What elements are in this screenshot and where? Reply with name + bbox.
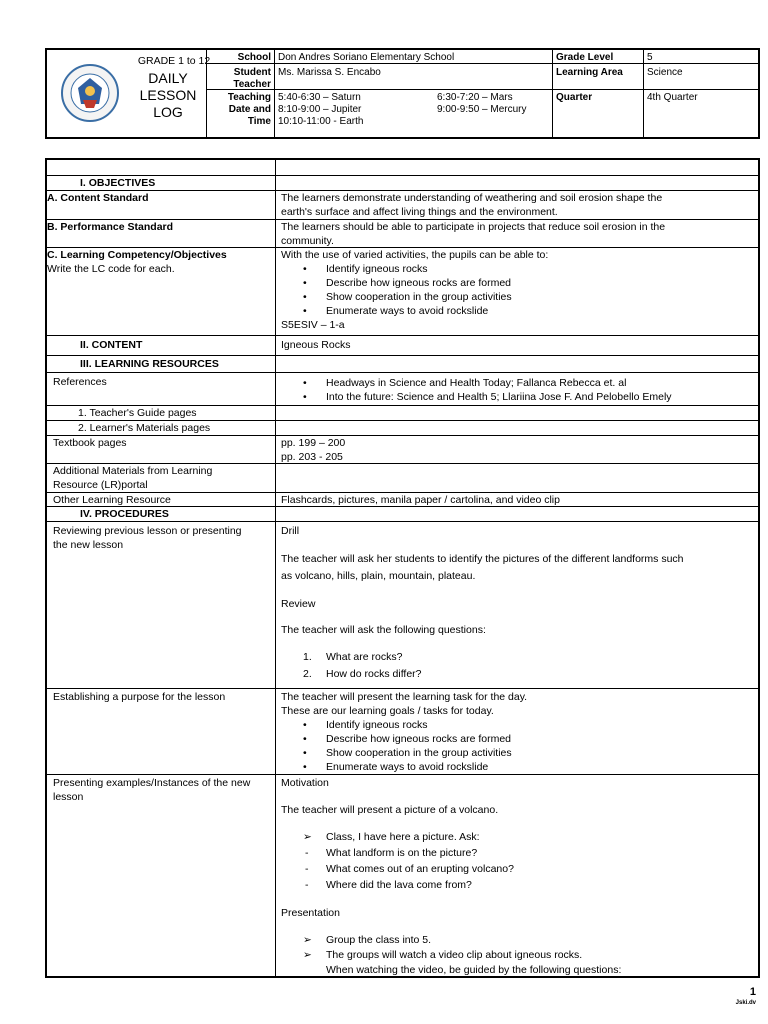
table-row: [47, 247, 758, 335]
competency-label: C. Learning Competency/Objectives: [47, 249, 227, 261]
table-row: Presenting examples/Instances of the new lesson Motivation The teacher will present a picture of a volcano. ➢ Class, I have here a picture. Ask: - What landform is on the picture? - What comes out of an erupting volcano? - Where did the lava come from? Presentation ➢ Group the class into 5. ➢ The groups will watch a video clip about igneous rocks. When watching the video, be guided by the following questions:: [47, 774, 758, 978]
list-item: • Enumerate ways to avoid rockslide: [281, 760, 758, 774]
section-objectives: I. OBJECTIVES: [80, 177, 156, 189]
performance-standard-text: The learners should be able to participate in projects that reduce soil erosion in the: [281, 221, 666, 233]
quarter-value: 4th Quarter: [647, 92, 698, 103]
teacher-label: Student Teacher: [233, 67, 271, 90]
table-row: [47, 160, 758, 175]
school-name: Don Andres Soriano Elementary School: [278, 52, 455, 63]
learning-area-label: Learning Area: [556, 67, 623, 78]
list-item: 1. What are rocks?: [303, 651, 403, 663]
learners-materials-label: 2. Learner's Materials pages: [78, 422, 211, 434]
content-standard-label: A. Content Standard: [47, 192, 149, 204]
purpose-label: Establishing a purpose for the lesson: [53, 691, 226, 703]
other-resource-label: Other Learning Resource: [53, 494, 171, 506]
footer-watermark: Jski.dv: [735, 1000, 756, 1006]
motivation-text: The teacher will present a picture of a volcano.: [281, 804, 499, 816]
presentation-title: Presentation: [281, 907, 340, 919]
performance-standard-label: B. Performance Standard: [47, 221, 174, 233]
teachers-guide-label: 1. Teacher's Guide pages: [78, 407, 197, 419]
motivation-title: Motivation: [281, 777, 329, 789]
deped-seal-logo: [61, 64, 119, 122]
learning-area-value: Science: [647, 67, 683, 78]
list-item: • Into the future: Science and Health 5; Llariina Jose F. And Pelobello Emely: [281, 390, 758, 404]
list-item: • Show cooperation in the group activities: [281, 290, 758, 304]
competency-sublabel: Write the LC code for each.: [47, 263, 175, 275]
header-table: [45, 48, 760, 139]
list-item: • Describe how igneous rocks are formed: [281, 732, 758, 746]
list-item: 2. How do rocks differ?: [303, 668, 422, 680]
list-item: • Enumerate ways to avoid rockslide: [281, 304, 758, 318]
review-title: Review: [281, 598, 316, 610]
drill-text: The teacher will ask her students to identify the pictures of the different landforms such: [281, 553, 684, 565]
lesson-table: [45, 158, 760, 978]
presentation-continue: When watching the video, be guided by the following questions:: [326, 964, 622, 976]
quarter-label: Quarter: [556, 92, 593, 103]
table-row: A. Content Standard The learners demonstrate understanding of weathering and soil erosion shape the earth's surface and affect living things and the environment.: [47, 190, 758, 219]
drill-title: Drill: [281, 525, 300, 537]
grade-level-value: 5: [647, 52, 653, 63]
section-learning-resources: III. LEARNING RESOURCES: [80, 358, 219, 370]
section-content: II. CONTENT: [80, 339, 143, 351]
list-item: ➢ Group the class into 5.: [303, 934, 432, 946]
table-row: [47, 405, 758, 420]
purpose-text: The teacher will present the learning task for the day.: [281, 691, 528, 703]
list-item: - What comes out of an erupting volcano?: [305, 863, 514, 875]
schedule-right: 6:30-7:20 – Mars 9:00-9:50 – Mercury: [437, 92, 527, 115]
other-resource-value: Flashcards, pictures, manila paper / cartolina, and video clip: [281, 494, 560, 506]
page-number: 1: [749, 986, 756, 998]
table-row: [47, 335, 758, 355]
table-row: Reviewing previous lesson or presenting the new lesson Drill The teacher will ask her students to identify the pictures of the different landforms such as volcano, hills, plain, mountain, plateau. Review The teacher will ask the following questions: 1. What are rocks? 2. How do rocks differ?: [47, 521, 758, 688]
table-row: [47, 175, 758, 190]
list-item: - What landform is on the picture?: [305, 847, 478, 859]
table-row: [47, 355, 758, 372]
presenting-label: Presenting examples/Instances of the new: [53, 777, 251, 789]
reviewing-label: Reviewing previous lesson or presenting: [53, 525, 242, 537]
list-item: • Show cooperation in the group activities: [281, 746, 758, 760]
table-row: Additional Materials from Learning Resource (LR)portal: [47, 463, 758, 492]
additional-materials-label: Additional Materials from Learning: [53, 465, 213, 477]
grade-range: GRADE 1 to 12: [137, 55, 211, 67]
table-row: B. Performance Standard The learners should be able to participate in projects that reduce soil erosion in the community.: [47, 219, 758, 247]
table-row: Textbook pages pp. 199 – 200 pp. 203 - 205: [47, 435, 758, 463]
review-text: The teacher will ask the following questions:: [281, 624, 486, 636]
section-procedures: IV. PROCEDURES: [80, 508, 169, 520]
table-row: [47, 372, 758, 405]
content-value: Igneous Rocks: [281, 339, 351, 351]
list-item: • Identify igneous rocks: [281, 262, 758, 276]
list-item: • Headways in Science and Health Today; Fallanca Rebecca et. al: [281, 376, 758, 390]
list-item: - Where did the lava come from?: [305, 879, 472, 891]
table-row: Establishing a purpose for the lesson The teacher will present the learning task for the day. These are our learning goals / tasks for today. • Identify igneous rocks • Describe how igneous rocks are formed • Show cooperation in the group activities • Enumerate ways to avoid rockslide: [47, 688, 758, 774]
content-standard-text: The learners demonstrate understanding of weathering and soil erosion shape the: [281, 192, 663, 204]
list-item: • Describe how igneous rocks are formed: [281, 276, 758, 290]
list-item: • Identify igneous rocks: [281, 718, 758, 732]
list-item: ➢ The groups will watch a video clip about igneous rocks.: [303, 949, 583, 961]
teacher-name: Ms. Marissa S. Encabo: [278, 67, 381, 78]
table-row: [47, 492, 758, 506]
textbook-label: Textbook pages: [53, 437, 127, 449]
document-title: DAILY LESSON LOG: [139, 70, 197, 120]
references-label: References: [53, 376, 107, 388]
time-label: Teaching Date and Time: [227, 92, 271, 127]
table-row: [47, 506, 758, 521]
textbook-pages: pp. 199 – 200: [281, 437, 346, 449]
school-label: School: [237, 52, 271, 63]
schedule-left: 5:40-6:30 – Saturn 8:10-9:00 – Jupiter 10:10-11:00 - Earth: [278, 92, 364, 127]
grade-level-label: Grade Level: [556, 52, 614, 63]
competency-code: S5ESIV – 1-a: [281, 319, 345, 331]
list-item: ➢ Class, I have here a picture. Ask:: [303, 831, 480, 843]
competency-intro: With the use of varied activities, the pupils can be able to:: [281, 249, 549, 261]
table-row: [47, 420, 758, 435]
